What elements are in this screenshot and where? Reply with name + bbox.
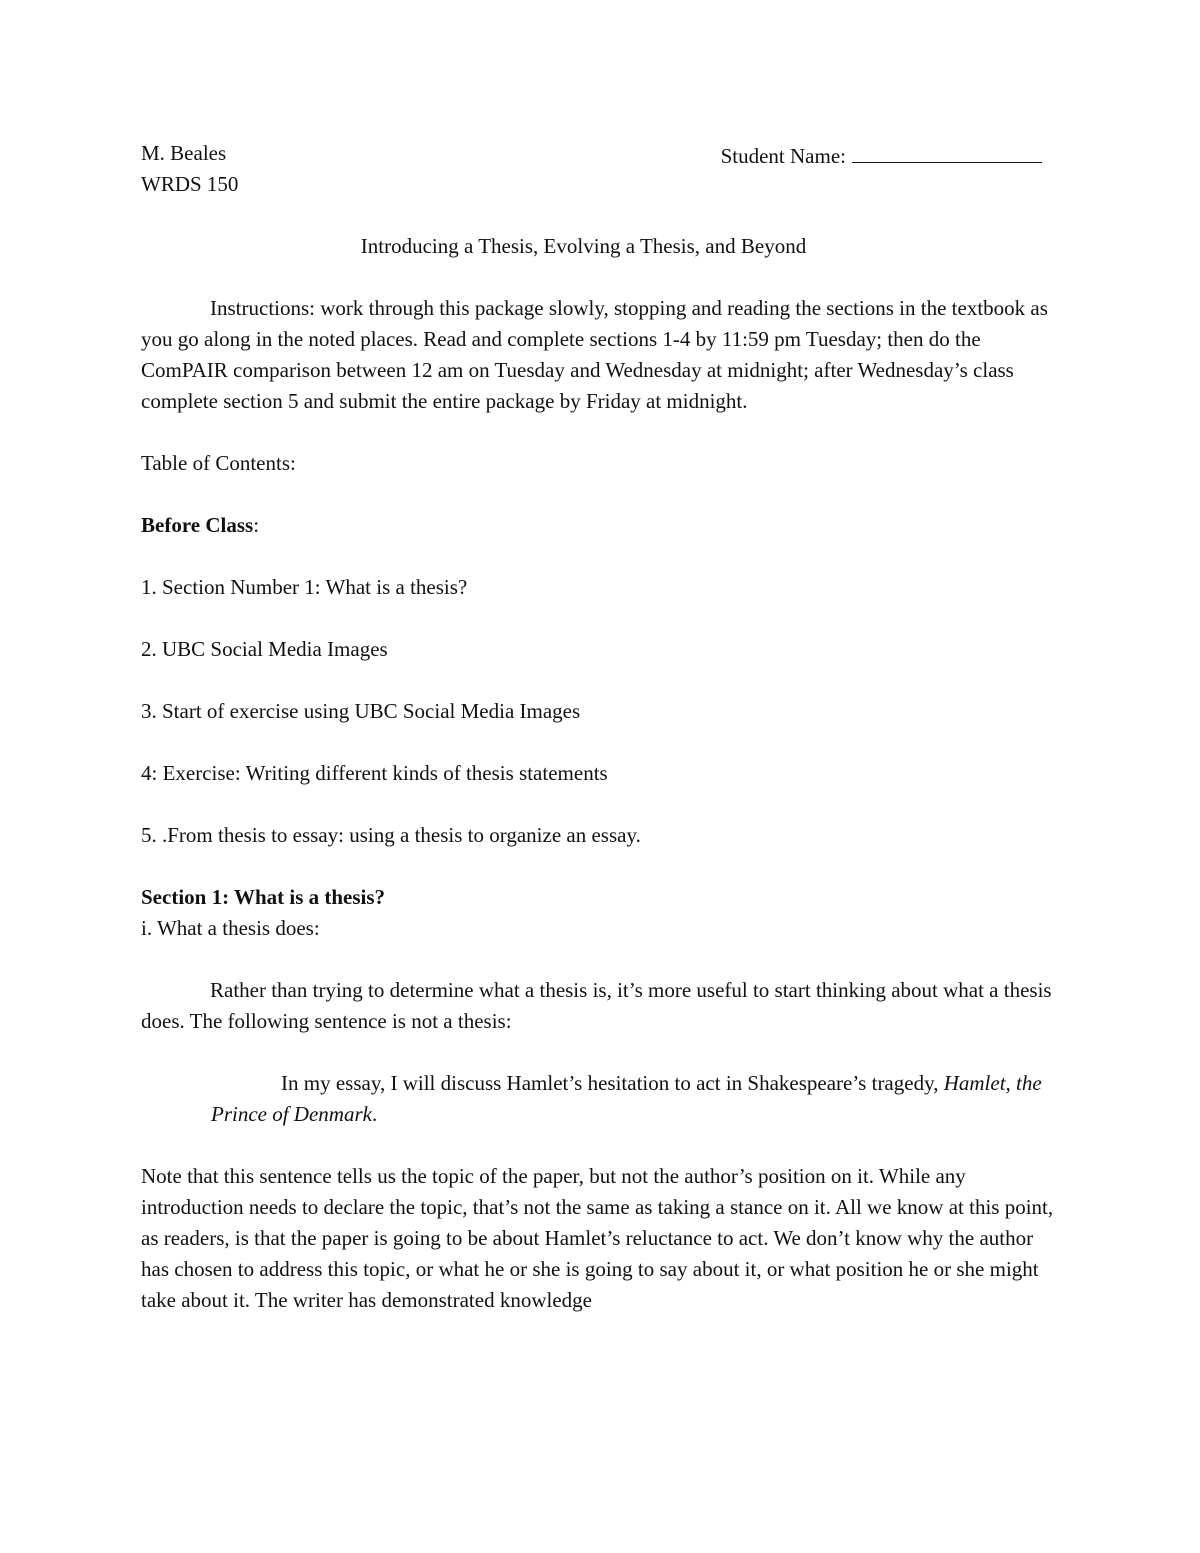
toc-heading: Table of Contents: (141, 451, 296, 475)
section1-paragraph-2: Note that this sentence tells us the topic of the paper, but not the author’s position on it. While any introduction needs to declare the topic, that’s not the same as taking a stance on it. All we know at this point, as readers, is that the paper is going to be about Hamlet’s reluctance to act. We don’t know why the author has chosen to address this topic, or what he or she is going to say about it, or what position he or she might take about it. The writer has demonstrated knowledge (141, 1164, 1054, 1312)
toc-item-1: 1. Section Number 1: What is a thesis? (141, 575, 468, 599)
instructor-name: M. Beales (141, 141, 227, 165)
section1-heading: Section 1: What is a thesis? (141, 885, 386, 909)
before-class-heading (141, 510, 1056, 541)
toc-item-5: 5. .From thesis to essay: using a thesis to organize an essay. (141, 823, 641, 847)
example-work-title: Hamlet, the Prince of Denmark (211, 1071, 1042, 1126)
toc-item-2: 2. UBC Social Media Images (141, 637, 388, 661)
before-class-colon: : (253, 513, 260, 537)
course-code: WRDS 150 (141, 172, 239, 196)
student-name-field (721, 138, 1056, 169)
student-name-label: Student Name: (720, 144, 846, 168)
example-sentence-end: . (371, 1102, 378, 1126)
example-sentence-text: In my essay, I will discuss Hamlet’s hesitation to act in Shakespeare’s tragedy, (281, 1071, 944, 1095)
instructions-paragraph: Instructions: work through this package slowly, stopping and reading the sections in the textbook as you go along in the noted places. Read and complete sections 1-4 by 11:59 pm Tuesday; then do the ComPAIR comparison between 12 am on Tuesday and Wednesday at midnight; after Wednesday’s class complete section 5 and submit the entire package by Friday at midnight. (141, 296, 1048, 413)
student-name-blank[interactable] (852, 138, 1042, 163)
toc-item-3: 3. Start of exercise using UBC Social Media Images (141, 699, 581, 723)
section1-paragraph-1: Rather than trying to determine what a thesis is, it’s more useful to start thinking about what a thesis does. The following sentence is not a thesis: (141, 978, 1052, 1033)
header-row (141, 138, 1056, 169)
document-title: Introducing a Thesis, Evolving a Thesis, and Beyond (360, 234, 807, 258)
example-sentence (141, 1068, 1056, 1130)
before-class-label: Before Class (141, 513, 254, 537)
document-page (141, 138, 1056, 1316)
toc-item-4: 4: Exercise: Writing different kinds of thesis statements (141, 761, 608, 785)
section1-subheading: i. What a thesis does: (141, 916, 320, 940)
